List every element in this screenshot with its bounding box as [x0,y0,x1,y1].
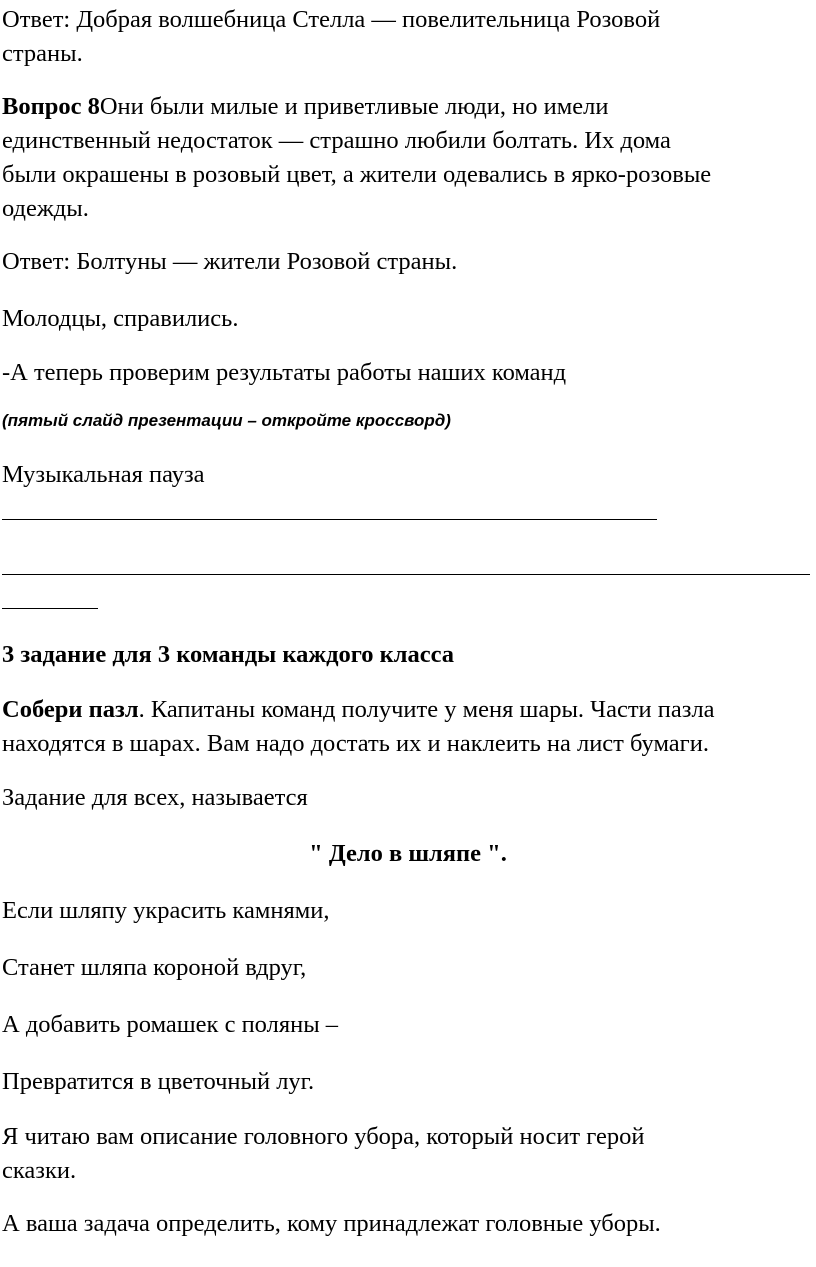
answer-8: Ответ: Болтуны — жители Розовой страны. [2,248,458,275]
question-8-line-3: были окрашены в розовый цвет, а жители одевались в ярко-розовые [2,161,712,188]
slide-note: (пятый слайд презентации – откройте кроссворд) [2,411,451,430]
praise-text: Молодцы, справились. [2,305,239,332]
read-description-line-1: Я читаю вам описание головного убора, который носит герой [2,1123,645,1150]
your-task-text: А ваша задача определить, кому принадлежат головные уборы. [2,1210,661,1237]
underline-rule-3 [2,608,98,609]
underline-rule-2 [2,574,810,575]
puzzle-text: . Капитаны команд получите у меня шары. Части пазла [138,696,715,723]
puzzle-line-1 [2,693,715,727]
question-8-line-1 [2,90,608,124]
check-results-text: -А теперь проверим результаты работы наших команд [2,359,567,386]
question-8-line-4: одежды. [2,195,89,222]
poem-line-3: А добавить ромашек с поляны – [2,1011,339,1038]
poem-line-4: Превратится в цветочный луг. [2,1068,315,1095]
question-8-label: Вопрос 8 [2,93,100,120]
puzzle-line-2: находятся в шарах. Вам надо достать их и наклеить на лист бумаги. [2,730,709,757]
hat-title: " Дело в шляпе ". [309,840,507,867]
task-3-heading: 3 задание для 3 команды каждого класса [2,641,455,668]
question-8-text: Они были милые и приветливые люди, но имели [99,93,609,120]
task-for-all-text: Задание для всех, называется [2,784,308,811]
read-description-line-2: сказки. [2,1157,77,1184]
answer-7-line-1: Ответ: Добрая волшебница Стелла — повелительница Розовой [2,6,661,33]
underline-rule-1 [2,519,657,520]
puzzle-label: Собери пазл [2,696,139,723]
poem-line-1: Если шляпу украсить камнями, [2,897,330,924]
answer-7-line-2: страны. [2,40,83,67]
question-8-line-2: единственный недостаток — страшно любили болтать. Их дома [2,127,671,154]
music-pause-text: Музыкальная пауза [2,461,205,488]
poem-line-2: Станет шляпа короной вдруг, [2,954,307,981]
